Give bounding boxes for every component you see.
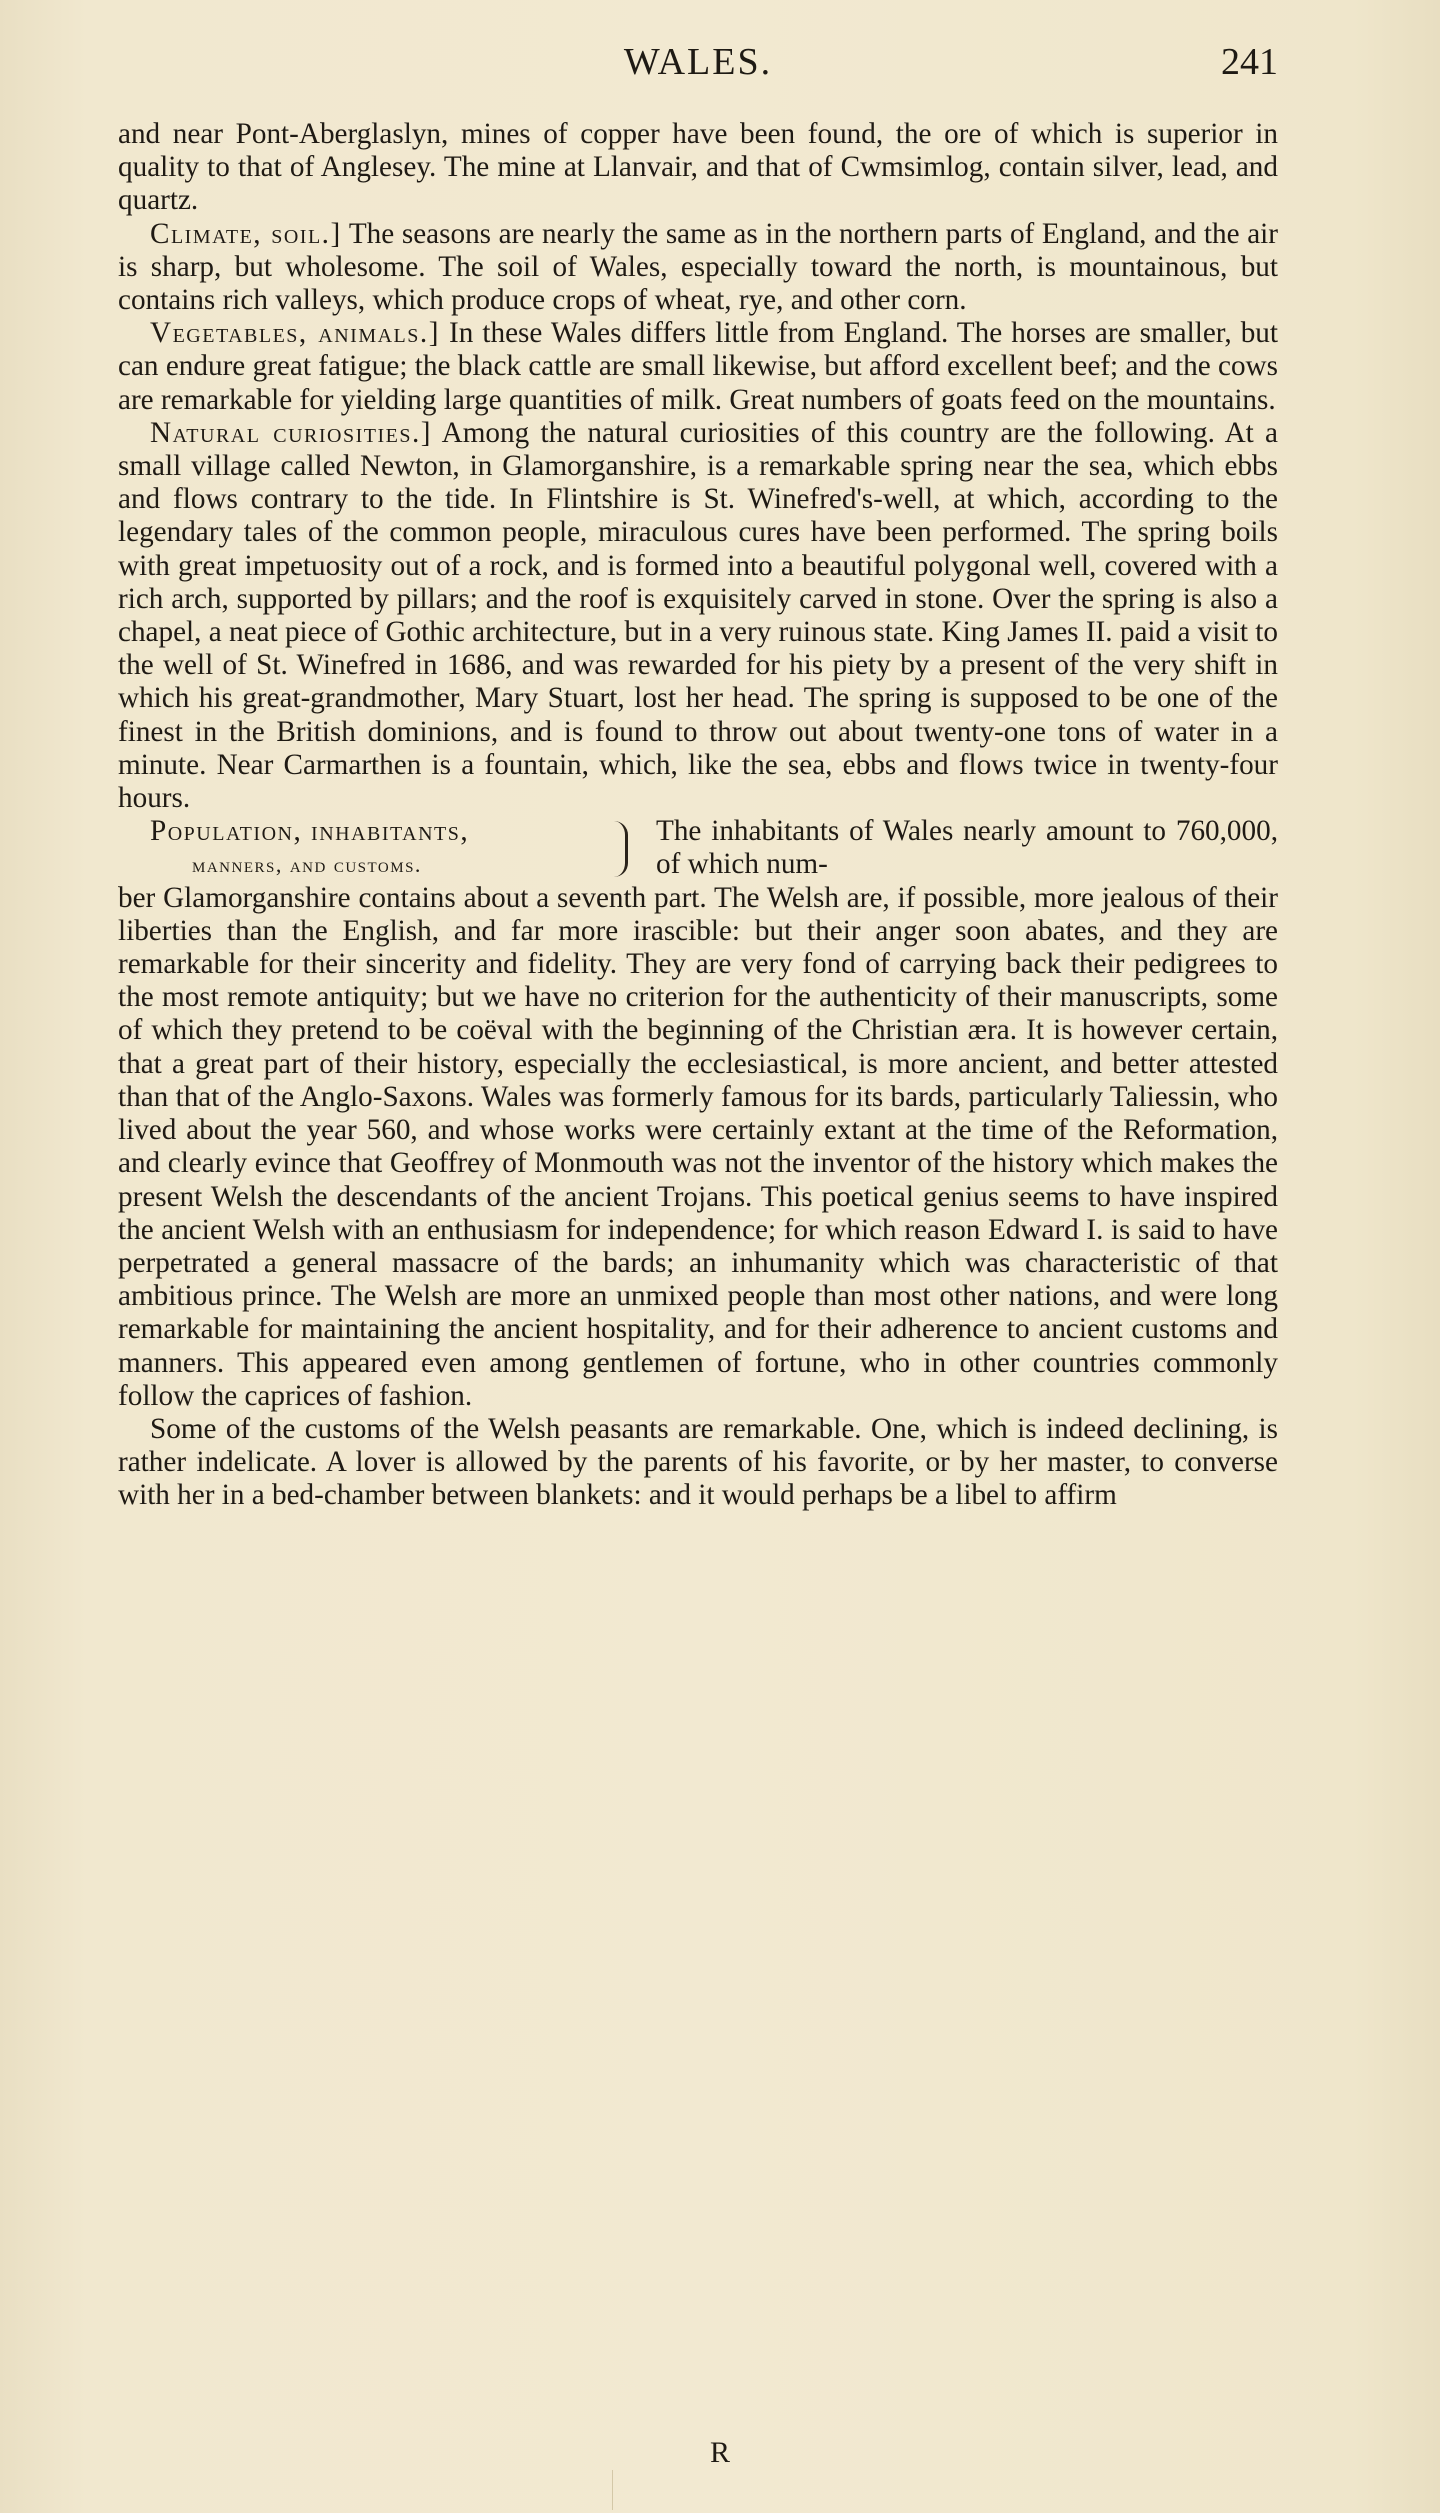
body-text	[118, 118, 1278, 1513]
customs-text: Some of the customs of the Welsh peasants are remarkable. One, which is indeed declining, is rather indelicate. A lover is allowed by the parents of his favorite, or by her master, to converse with her in a bed-chamber between blankets: and it would perhaps be a libel to affirm	[118, 1412, 1278, 1512]
population-side-heading	[118, 815, 638, 881]
population-side-line-1: The inhabitants of Wales nearly	[656, 815, 1037, 848]
vegetables-paragraph	[118, 317, 1278, 417]
page-number: 241	[1221, 41, 1278, 83]
population-heading-block	[118, 815, 1278, 881]
curiosities-text: Among the natural curiosities of this country are the following. At a small village called Newton, in Glamorganshire, is a remarkable spring near the sea, which ebbs and flows contrary to the tide. In Flintshire is St. Winefred's-well, at which, according to the legendary tales of the common people, miraculous cures have been performed. The spring boils with great impetuosity out of a rock, and is formed into a beautiful polygonal well, covered with a rich arch, supported by pillars; and the roof is exquisitely carved in stone. Over the spring is also a chapel, a neat piece of Gothic architecture, but in a very ruinous state. King James II. paid a visit to the well of St. Winefred in 1686, and was rewarded for his piety by a present of the very shift in which his great-grandmother, Mary Stuart, lost her head. The spring is supposed to be one of the finest in the British dominions, and is found to throw out about twenty-one tons of water in a minute. Near Carmarthen is a fountain, which, like the sea, ebbs and flows twice in twenty-four hours.	[118, 416, 1278, 815]
climate-text: The seasons are nearly the same as in the northern parts of England, and the air is sharp, but wholesome. The soil of Wales, especially toward the north, is mountainous, but contains rich valleys, which produce crops of wheat, rye, and other corn.	[118, 217, 1278, 317]
intro-paragraph	[118, 118, 1278, 218]
signature-mark: R	[709, 2436, 730, 2469]
climate-heading: Climate, soil.]	[150, 217, 342, 250]
population-side-line-2: amount to 760,000, of which num-	[656, 815, 1279, 881]
vegetables-text: In these Wales differs little from England. The horses are smaller, but can endure great fatigue; the black cattle are small likewise, but afford excellent beef; and the cows are remarkable for yielding large quantities of milk. Great numbers of goats feed on the mountains.	[118, 317, 1279, 416]
curiosities-heading: Natural curiosities.]	[150, 416, 432, 449]
climate-paragraph	[118, 218, 1278, 318]
population-heading-line-2: manners, and customs.	[192, 852, 422, 878]
customs-paragraph	[118, 1413, 1278, 1513]
population-side-text	[638, 815, 1278, 881]
page-crease	[612, 2470, 613, 2510]
brace-glyph	[611, 821, 628, 877]
intro-line-1: and near Pont-Aberglaslyn, mines of copper have been found, the ore of	[118, 118, 1019, 150]
population-heading-line-1: Population, inhabitants,	[150, 815, 470, 848]
curiosities-paragraph	[118, 417, 1278, 815]
page-header	[118, 40, 1278, 90]
intro-rest: which is superior in quality to that of Anglesey. The mine at Llanvair, and that of Cwmsimlog, contain silver, lead, and quartz.	[118, 118, 1279, 217]
vegetables-heading: Vegetables, animals.]	[150, 317, 440, 350]
running-head: WALES.	[623, 41, 773, 83]
population-text: ber Glamorganshire contains about a seventh part. The Welsh are, if possible, more jealous of their liberties than the English, and far more irascible: but their anger soon abates, and they are remarkable for their sincerity and fidelity. They are very fond of carrying back their pedigrees to the most remote antiquity; but we have no criterion for the authenticity of their manuscripts, some of which they pretend to be coëval with the beginning of the Christian æra. It is however certain, that a great part of their history, especially the ecclesiastical, is more ancient, and better attested than that of the Anglo-Saxons. Wales was formerly famous for its bards, particularly Taliessin, who lived about the year 560, and whose works were certainly extant at the time of the Reformation, and clearly evince that Geoffrey of Monmouth was not the inventor of the history which makes the present Welsh the descendants of the ancient Trojans. This poetical genius seems to have inspired the ancient Welsh with an enthusiasm for independence; for which reason Edward I. is said to have perpetrated a general massacre of the bards; an inhumanity which was characteristic of that ambitious prince. The Welsh are more an unmixed people than most other nations, and were long remarkable for maintaining the ancient hospitality, and for their adherence to ancient customs and manners. This appeared even among gentlemen of fortune, who in other countries commonly follow the caprices of fashion.	[118, 881, 1278, 1412]
population-paragraph	[118, 882, 1278, 1413]
